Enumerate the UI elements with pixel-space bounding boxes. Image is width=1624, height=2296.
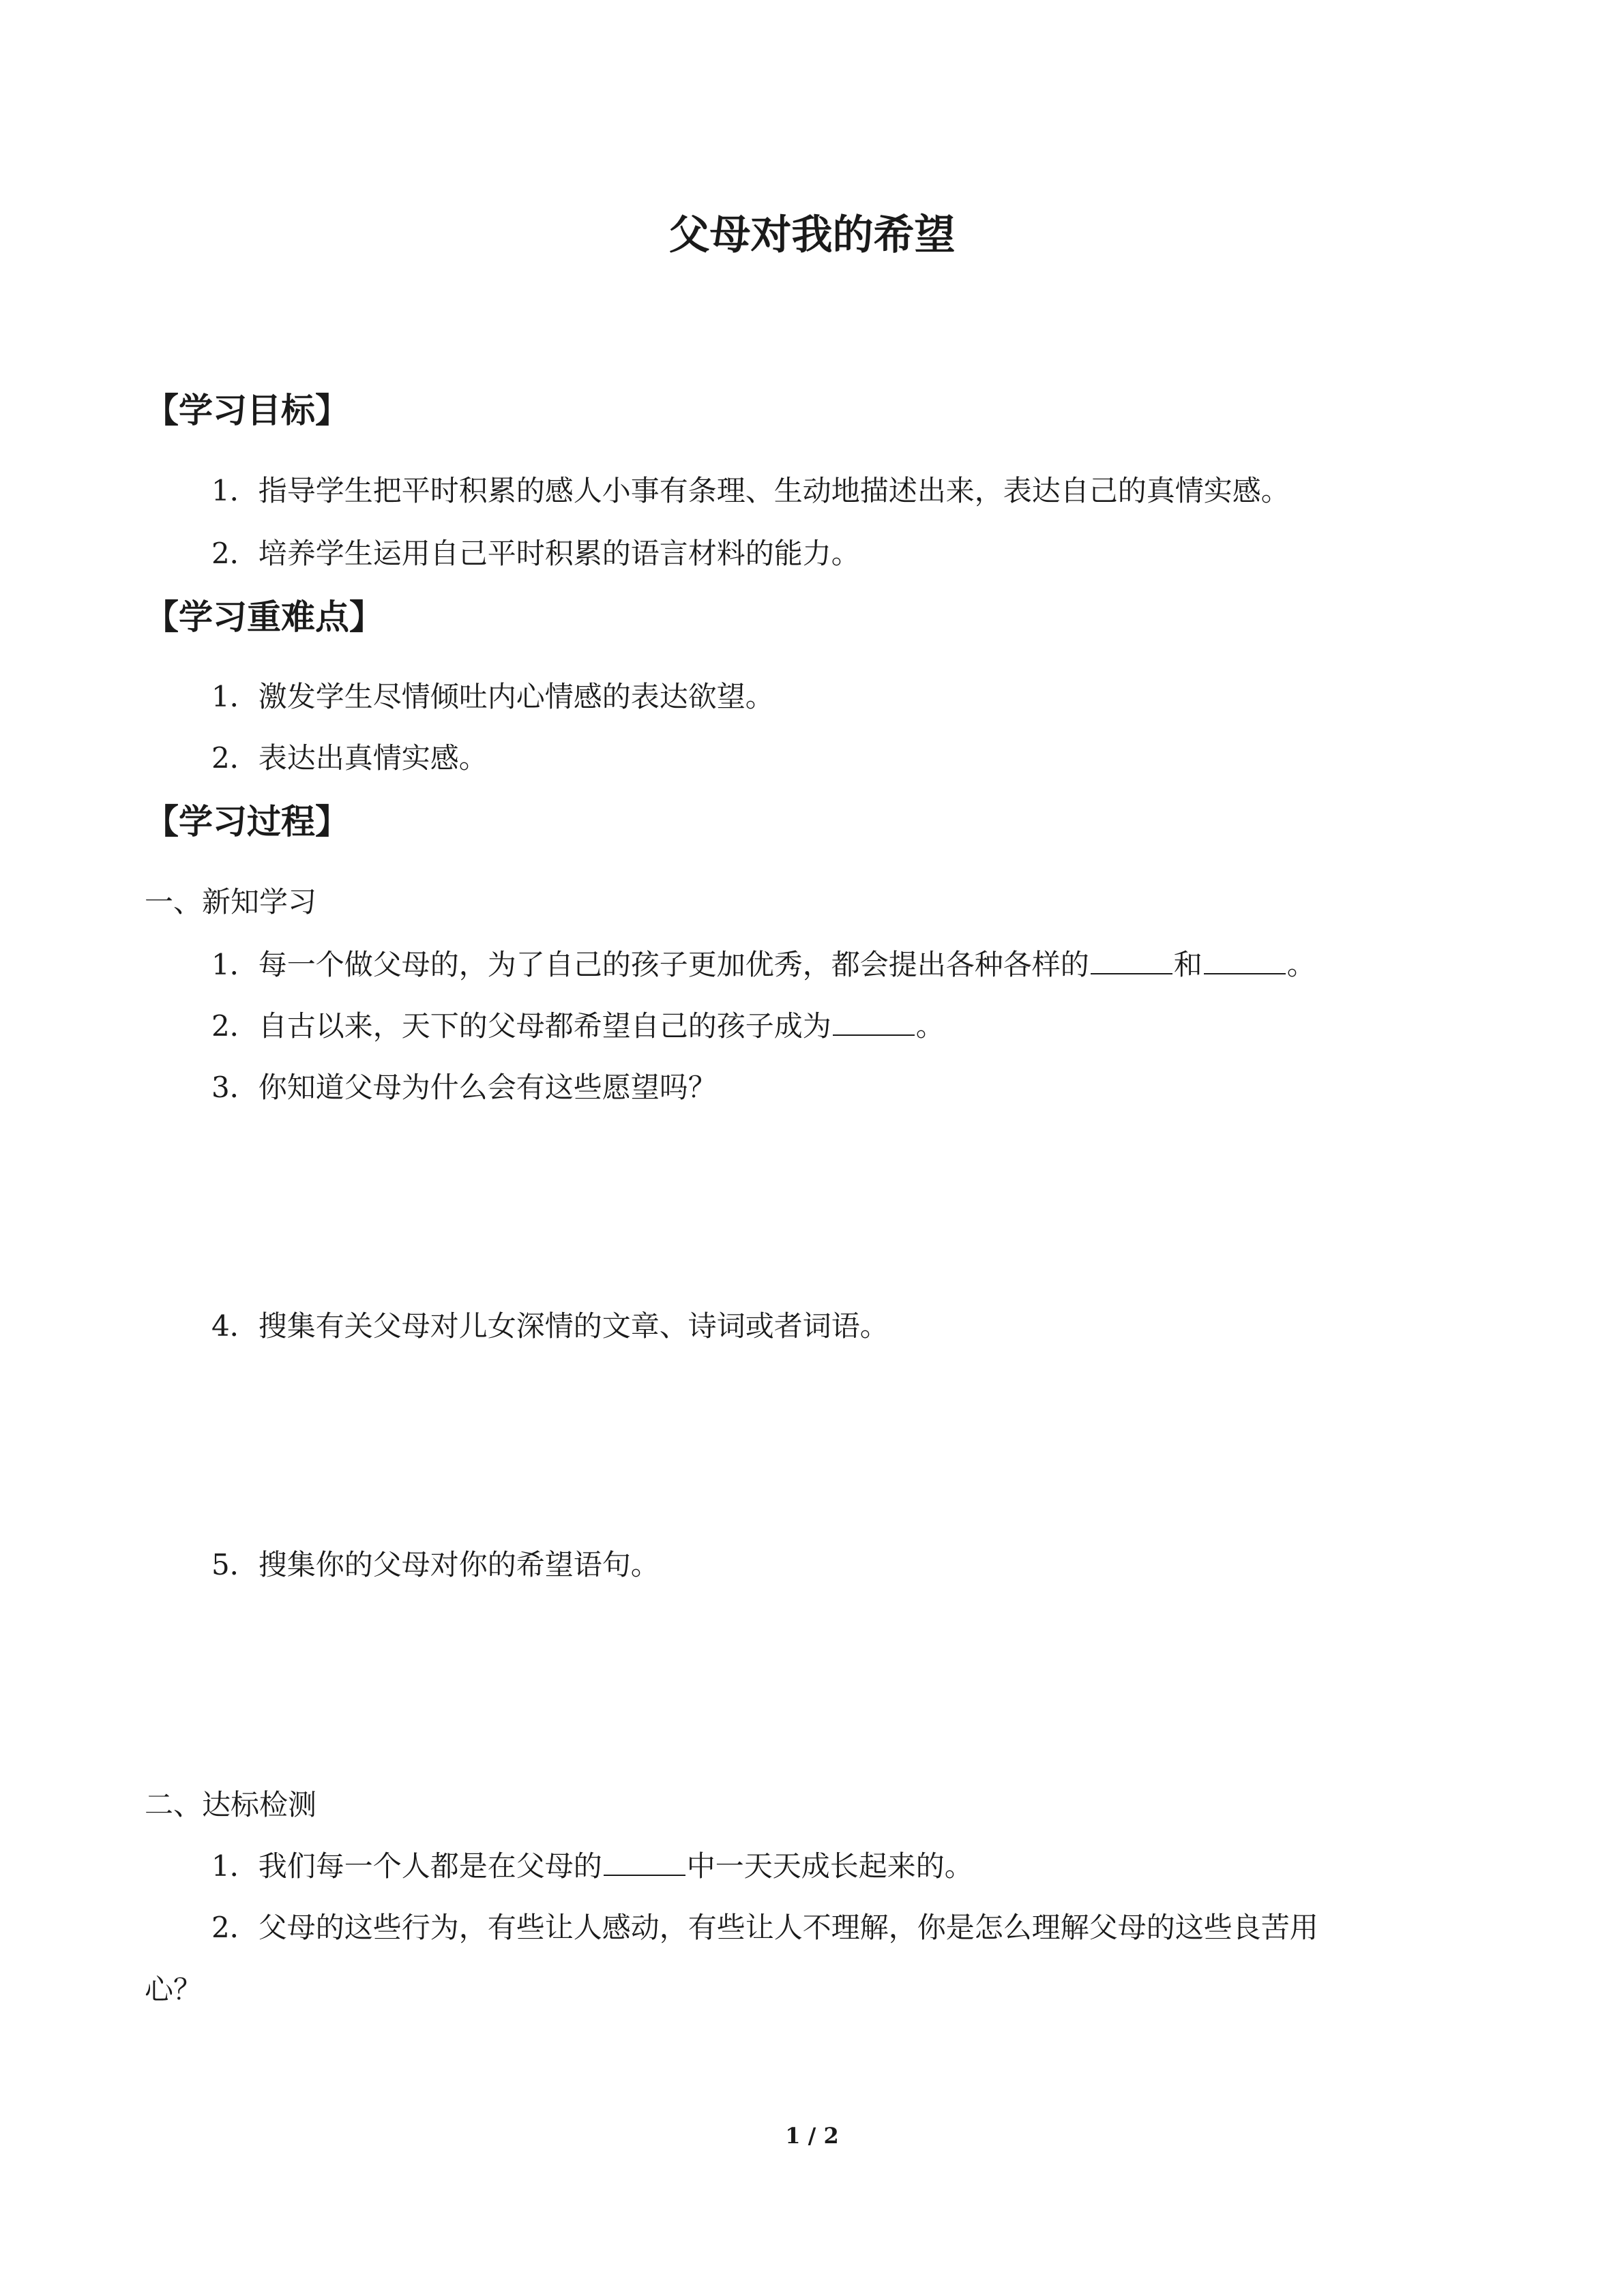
goal-item-1: 1．指导学生把平时积累的感人小事有条理、生动地描述出来，表达自己的真情实感。 — [211, 474, 1290, 507]
question-1-5: 5．搜集你的父母对你的希望语句。 — [211, 1548, 660, 1581]
part-heading-new-knowledge: 一、新知学习 — [145, 885, 317, 919]
question-text: 1．我们每一个人都是在父母的 — [211, 1849, 602, 1883]
question-text: 。 — [1286, 948, 1316, 981]
question-2-1 — [211, 1846, 973, 1887]
part-heading-assessment: 二、达标检测 — [145, 1788, 317, 1821]
fill-blank[interactable] — [833, 1006, 915, 1036]
question-1-1 — [211, 944, 1316, 985]
page-number: 1 / 2 — [785, 2123, 839, 2149]
section-heading-goals: 【学习目标】 — [145, 391, 349, 430]
fill-blank[interactable] — [1204, 944, 1286, 974]
page-title: 父母对我的希望 — [668, 211, 956, 259]
question-text: 2．自古以来，天下的父母都希望自己的孩子成为 — [211, 1009, 831, 1043]
keypoint-item-1: 1．激发学生尽情倾吐内心情感的表达欲望。 — [211, 680, 774, 713]
section-heading-process: 【学习过程】 — [145, 802, 349, 841]
keypoint-item-2: 2．表达出真情实感。 — [211, 741, 488, 775]
question-1-2 — [211, 1006, 945, 1047]
question-text: 1．每一个做父母的，为了自己的孩子更加优秀，都会提出各种各样的 — [211, 948, 1089, 981]
question-2-2-line-1: 2．父母的这些行为，有些让人感动，有些让人不理解，你是怎么理解父母的这些良苦用 — [211, 1911, 1318, 1944]
question-text: 和 — [1173, 948, 1202, 981]
goal-item-2: 2．培养学生运用自己平时积累的语言材料的能力。 — [211, 537, 860, 570]
fill-blank[interactable] — [1091, 944, 1172, 974]
question-text: 。 — [915, 1009, 945, 1043]
section-heading-keypoints: 【学习重难点】 — [145, 597, 383, 637]
question-text: 中一天天成长起来的。 — [686, 1849, 973, 1883]
question-1-4: 4．搜集有关父母对儿女深情的文章、诗词或者词语。 — [211, 1309, 889, 1343]
fill-blank[interactable] — [604, 1846, 685, 1876]
question-1-3: 3．你知道父母为什么会有这些愿望吗？ — [211, 1071, 717, 1104]
question-2-2-line-2: 心？ — [145, 1973, 203, 2006]
